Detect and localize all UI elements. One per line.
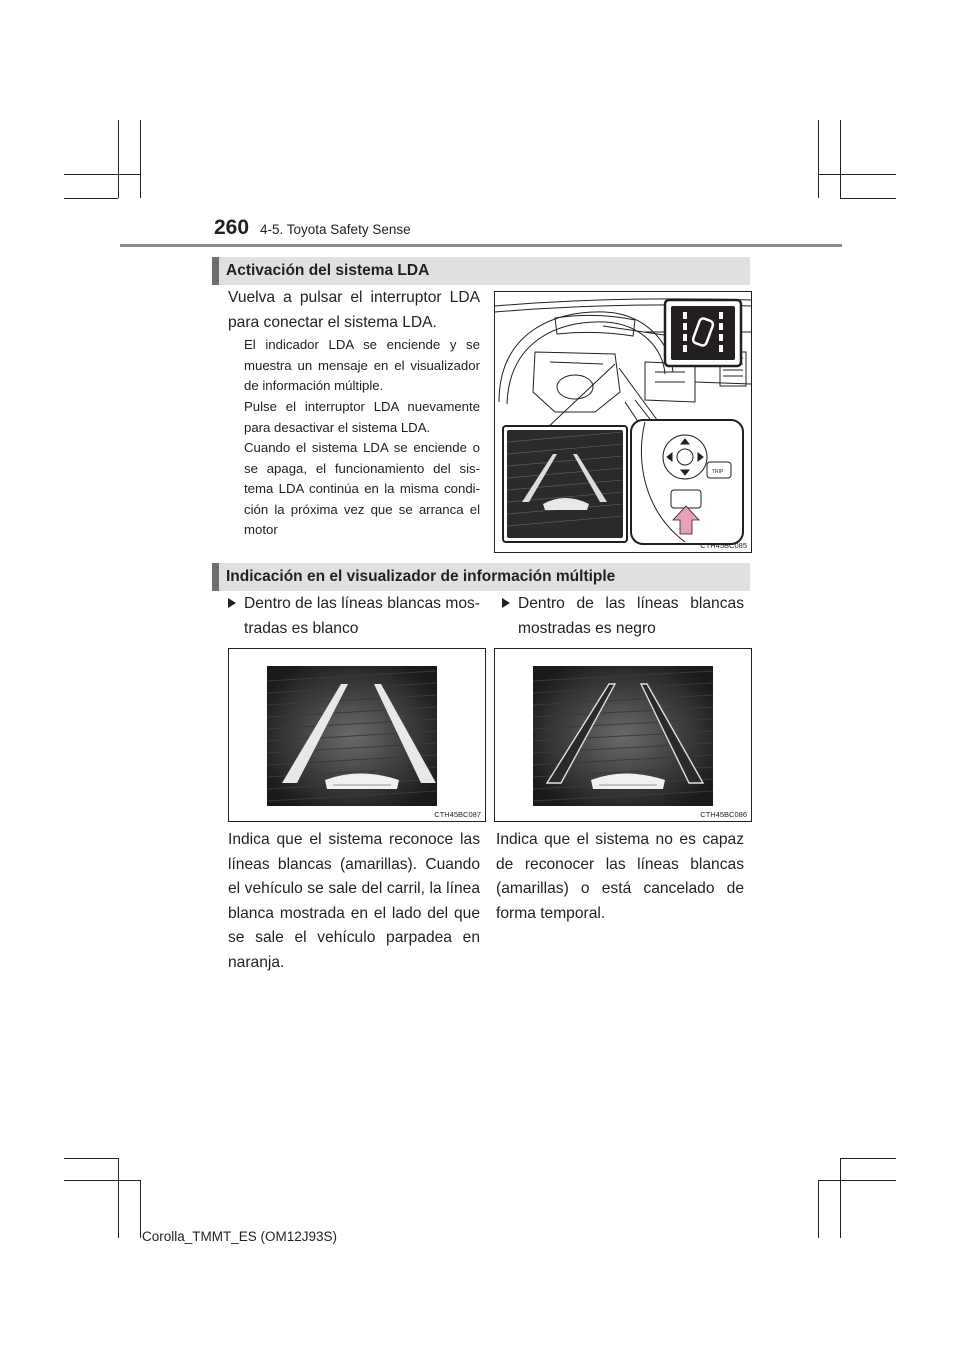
description-right: Indica que el sistema no es capaz de reconocer las líneas blancas (amarillas) o está cancelado de forma temporal. [496,831,744,922]
crop-mark [64,1180,140,1181]
crop-mark [840,198,896,199]
section-heading-text: Activación del sistema LDA [226,262,430,279]
note-1: El indicador LDA se enciende y se muestra un mensaje en el visualizador de información múltiple. [244,337,480,394]
crop-mark [840,1158,896,1159]
crop-mark [840,120,841,198]
bullet-triangle-icon [228,598,236,608]
page-number: 260 [214,216,250,239]
figure-white-lines [228,648,486,822]
dashboard-figure [494,291,752,553]
manual-id: Corolla_TMMT_ES (OM12J93S) [142,1229,338,1244]
bullet-left [228,592,480,641]
crop-mark [64,1158,118,1159]
description-left: Indica que el sistema reconoce las líneas blancas (amarillas). Cuando el vehículo se sale del carril, la línea blanca mostrada en el lado del que se sale el vehículo parpadea en naranja. [228,831,480,971]
note-2: Pulse el interruptor LDA nuevamente para desactivar el sistema LDA. [244,399,480,435]
crop-mark [64,174,140,175]
note-3: Cuando el sistema LDA se enciende o se apaga, el funcionamiento del sis-tema LDA continúa en la misma condi-ción la próxima vez que se arranca el motor [244,440,480,538]
section-heading-indication [212,563,750,591]
figure-code: CTH45BC086 [700,810,747,819]
section-path: 4-5. Toyota Safety Sense [260,222,411,237]
crop-mark [818,1180,819,1238]
black-lines-display [495,649,751,821]
bullet-right [502,592,744,641]
crop-mark [818,120,819,198]
crop-mark [140,1180,141,1238]
crop-mark [140,120,141,198]
crop-mark [840,1158,841,1238]
dashboard-illustration [495,292,751,552]
trip-label: TRIP [712,469,724,475]
crop-mark [64,198,118,199]
crop-mark [118,1158,119,1238]
crop-mark [118,120,119,198]
white-lines-display [229,649,485,821]
bullet-right-text: Dentro de las líneas blancas mostradas es negro [518,595,744,637]
figure-black-lines [494,648,752,822]
instruction-text: Vuelva a pulsar el interruptor LDA para conectar el sistema LDA. [228,289,480,331]
bullet-triangle-icon [502,598,510,608]
figure-code: CTH45BC087 [434,810,481,819]
figure-code: CTH45BC085 [700,541,747,550]
section-heading-bar [212,563,219,591]
section-heading-text: Indicación en el visualizador de información múltiple [226,568,616,585]
bullet-left-text: Dentro de las líneas blancas mos-tradas es blanco [244,595,480,637]
section-heading-activation [212,257,750,285]
section-heading-bar [212,257,219,285]
crop-mark [818,174,896,175]
crop-mark [818,1180,896,1181]
header-rule [120,244,842,247]
